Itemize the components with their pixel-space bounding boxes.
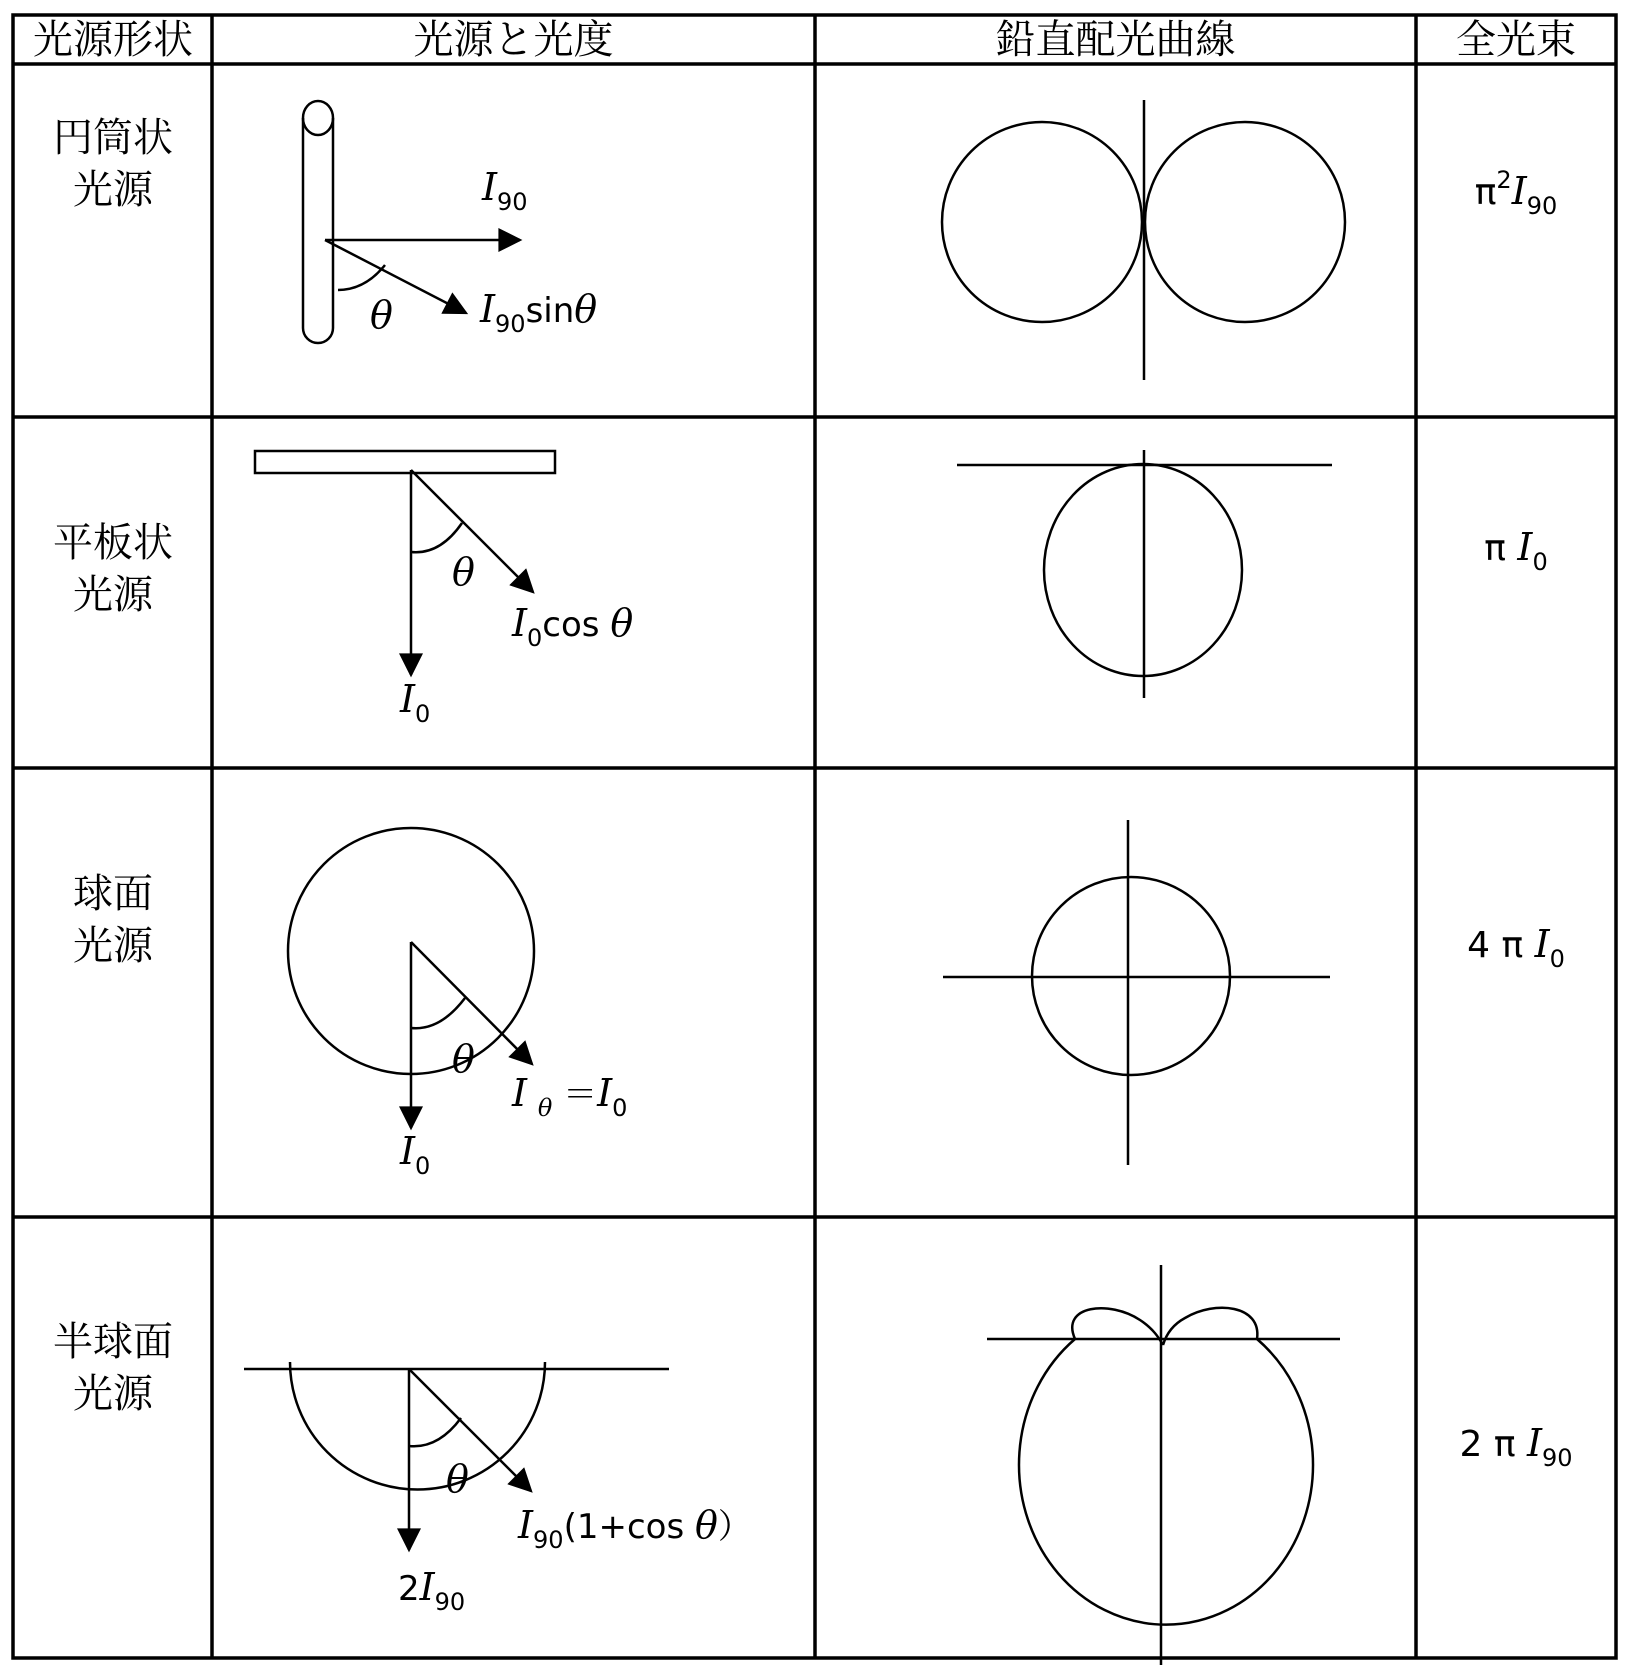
header-light-intensity: 光源と光度 (413, 17, 614, 63)
polar-curve-hemisphere (987, 1265, 1340, 1665)
row1-shape-line1: 円筒状 (53, 115, 173, 161)
header-vertical-curve: 鉛直配光曲線 (995, 17, 1236, 63)
row2-shape-line1: 平板状 (53, 520, 173, 566)
theta-arc (411, 523, 462, 552)
flux-hemisphere: 2 π $I_{90}$ (1459, 1421, 1573, 1472)
row1-shape-line2: 光源 (73, 167, 153, 213)
label-theta: θ (452, 550, 475, 594)
flux-cylinder: $\pi^2I_{90}$ (1474, 166, 1558, 220)
label-theta: θ (452, 1037, 475, 1081)
theta-arc (411, 998, 465, 1028)
label-2i90: $2I_{90}$ (398, 1565, 466, 1616)
row2-shape (14, 517, 212, 621)
flux-sphere: 4 π $I_0$ (1467, 922, 1565, 973)
row4-shape-line1: 半球面 (53, 1319, 173, 1365)
row1-shape (14, 112, 212, 216)
label-theta: θ (370, 293, 393, 337)
row3-shape-line1: 球面 (73, 871, 153, 917)
label-i90-1-plus-cos-theta: $I_{90}(1+\cos$ θ） (518, 1503, 752, 1554)
polar-curve-plate (957, 450, 1332, 698)
flux-plate: π $I_0$ (1484, 525, 1548, 576)
row2-shape-line2: 光源 (73, 572, 153, 618)
label-i0: $I_0$ (400, 1129, 431, 1180)
row3-shape-line2: 光源 (73, 923, 153, 969)
header-light-shape: 光源形状 (33, 17, 193, 63)
label-i90-sin-theta: $I_{90}\sin\theta$ (480, 287, 598, 338)
row3-shape (14, 868, 212, 972)
plate-diagram (255, 451, 555, 675)
arrow-angled (409, 1369, 531, 1491)
header-total-flux: 全光束 (1456, 17, 1576, 63)
arrow-angled (325, 240, 466, 313)
lobe-left (942, 122, 1142, 322)
sphere-diagram (288, 828, 534, 1128)
cylinder-body (303, 118, 333, 343)
label-i0-cos-theta: $I_0\cos$ θ (512, 601, 634, 652)
plate (255, 451, 555, 473)
polar-curve-cylinder (942, 100, 1345, 380)
cylinder-top (303, 101, 333, 135)
row4-shape (14, 1316, 212, 1420)
row4-shape-line2: 光源 (73, 1371, 153, 1417)
polar-curve-sphere (943, 820, 1330, 1165)
lobe-right (1145, 122, 1345, 322)
label-i0: $I_0$ (400, 677, 431, 728)
label-i90: $I_{90}$ (482, 165, 528, 216)
hemisphere (290, 1362, 545, 1490)
table-grid (13, 15, 1616, 1658)
main-lobe (1019, 1339, 1313, 1625)
theta-arc (409, 1418, 461, 1446)
label-theta: θ (446, 1457, 469, 1501)
label-itheta-eq-i0: I $_\theta =I_0$ (512, 1071, 628, 1122)
